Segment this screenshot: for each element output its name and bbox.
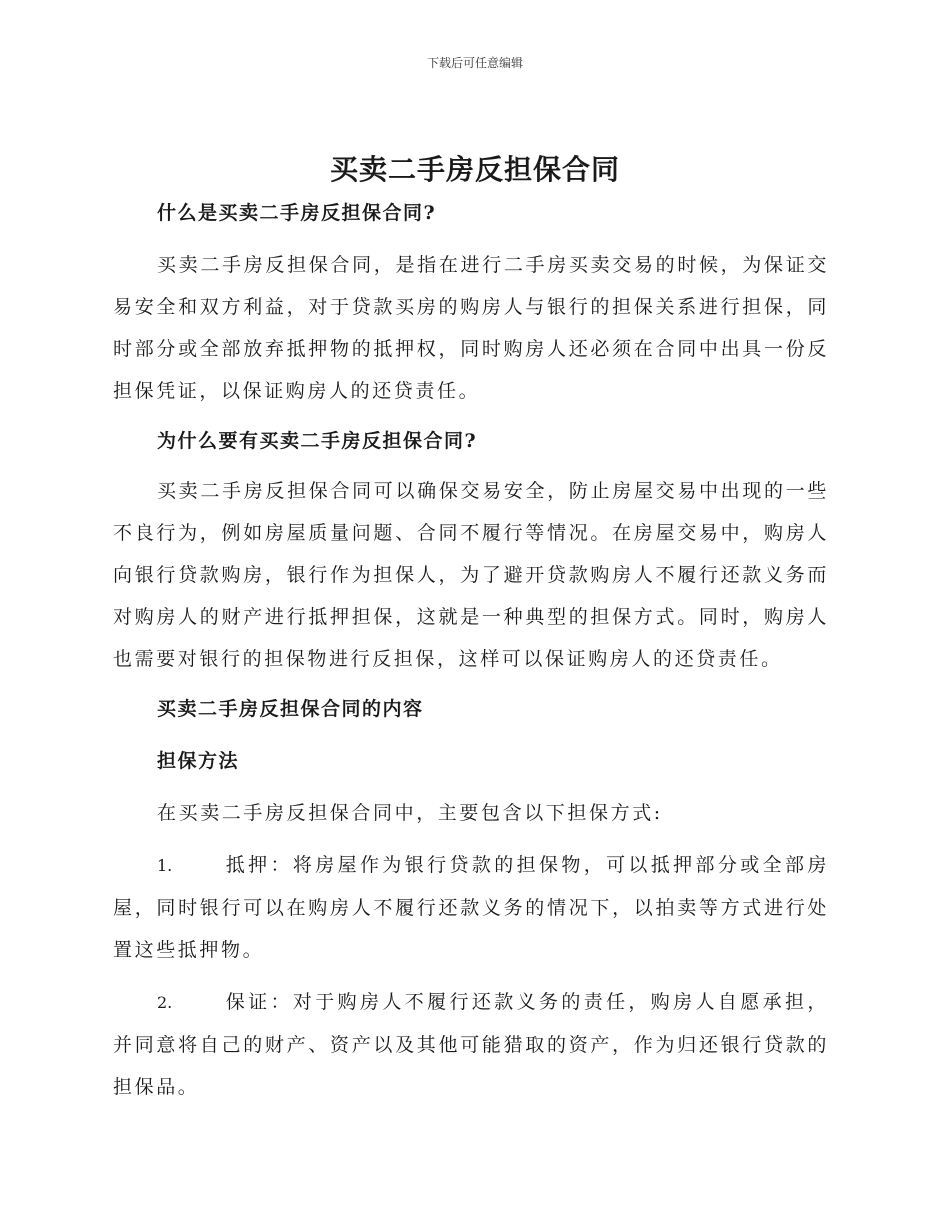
paragraph-what: 买卖二手房反担保合同，是指在进行二手房买卖交易的时候，为保证交易安全和双方利益，对于贷款买房的购房人与银行的担保关系进行担保，同时部分或全部放弃抵押物的抵押权，同时购房人还必须在合同中出具一份反担保凭证，以保证购房人的还贷责任。: [113, 254, 829, 402]
document-title: 买卖二手房反担保合同: [329, 153, 620, 186]
list-item-number: 2.: [157, 993, 173, 1012]
section-heading-content: 买卖二手房反担保合同的内容: [157, 698, 424, 720]
list-item-text: 保证：对于购房人不履行还款义务的责任，购房人自愿承担，并同意将自己的财产、资产以及其他可能猎取的资产，作为归还银行贷款的担保品。: [113, 991, 829, 1098]
list-item: [113, 844, 829, 971]
header-note: 下载后可任意编辑: [426, 56, 523, 70]
paragraph-why: 买卖二手房反担保合同可以确保交易安全，防止房屋交易中出现的一些不良行为，例如房屋质量问题、合同不履行等情况。在房屋交易中，购房人向银行贷款购房，银行作为担保人，为了避开贷款购房人不履行还款义务而对购房人的财产进行抵押担保，这就是一种典型的担保方式。同时，购房人也需要对银行的担保物进行反担保，这样可以保证购房人的还贷责任。: [113, 480, 829, 670]
section-heading-why: 为什么要有买卖二手房反担保合同?: [157, 430, 478, 452]
list-item-text: 抵押：将房屋作为银行贷款的担保物，可以抵押部分或全部房屋，同时银行可以在购房人不履行还款义务的情况下，以拍卖等方式进行处置这些抵押物。: [113, 854, 829, 961]
document-body: [113, 192, 829, 1108]
section-heading-what: 什么是买卖二手房反担保合同?: [157, 202, 437, 224]
list-item-number: 1.: [157, 856, 173, 875]
list-item: [113, 981, 829, 1108]
paragraph-method-intro: 在买卖二手房反担保合同中，主要包含以下担保方式:: [157, 802, 663, 824]
section-heading-method: 担保方法: [157, 750, 240, 772]
